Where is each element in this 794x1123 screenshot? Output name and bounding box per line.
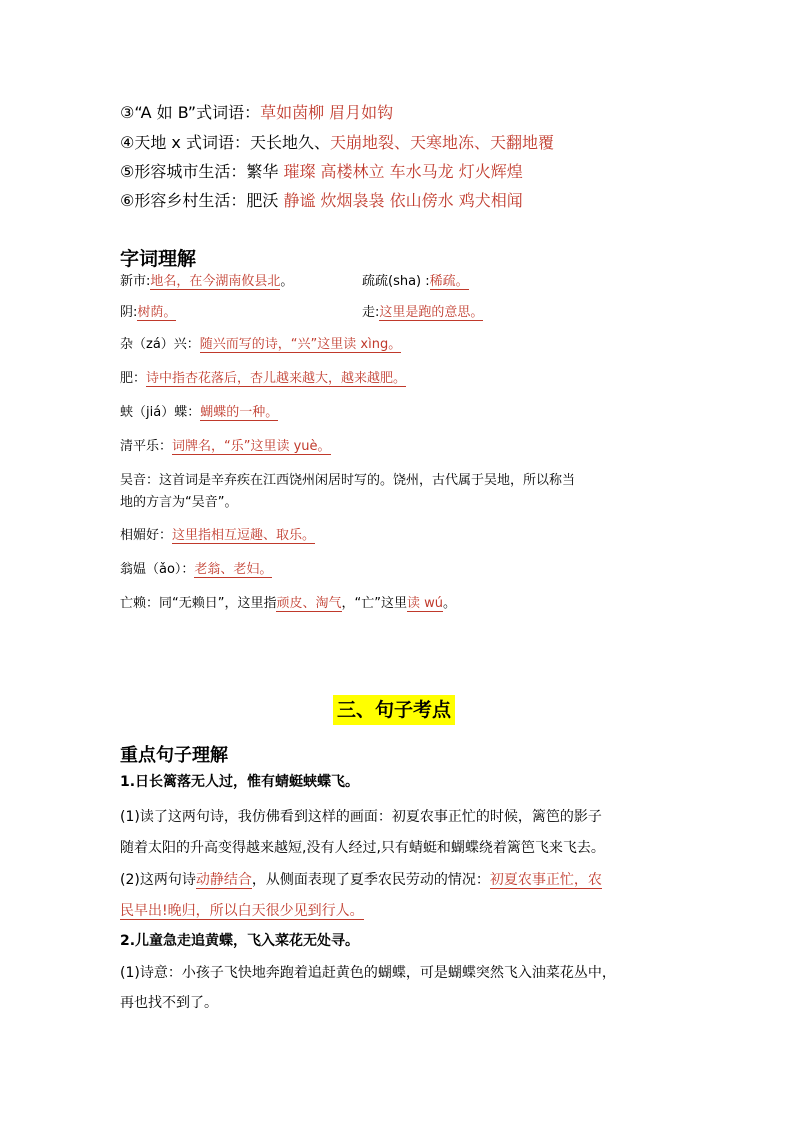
sentence-1-analysis-2-line2	[120, 901, 364, 921]
term-xinshi	[120, 273, 293, 291]
analysis-keyword: 初夏农事正忙，农	[489, 872, 602, 888]
term-definition: 词牌名，“乐”这里读 yuè。	[172, 439, 331, 454]
term-label: 蛱（jiá）蝶：	[120, 405, 201, 420]
vocab-plain: 天长地久、	[250, 133, 331, 152]
sentence-1-analysis-1-line2: 随着太阳的升高变得越来越短,没有人经过,只有蜻蜓和蝴蝶绕着篱笆飞来飞去。	[120, 840, 605, 856]
term-xiangmeihao	[120, 527, 315, 545]
sentence-1: 1.日长篱落无人过，惟有蜻蜓蛱蝶飞。	[120, 774, 360, 790]
term-label: 阴:	[120, 305, 138, 320]
term-end: 。	[280, 274, 294, 289]
term-fei	[120, 370, 406, 388]
term-label: 新市:	[120, 274, 151, 289]
vocab-label: ⑤形容城市生活：	[120, 162, 247, 181]
term-label: 肥：	[120, 371, 147, 386]
sentence-2: 2.儿童急走追黄蝶，飞入菜花无处寻。	[120, 933, 360, 949]
term-definition: 地名，在今湖南攸县北	[150, 274, 281, 289]
term-wuyin-line1: 吴音：这首词是辛弃疾在江西饶州闲居时写的。饶州，古代属于吴地，所以称当	[120, 473, 576, 488]
term-definition: 树荫。	[137, 305, 177, 320]
term-yin	[120, 304, 176, 322]
term-label: 走:	[362, 305, 380, 320]
vocab-plain: 肥沃	[246, 191, 284, 210]
term-definition: 顽皮、淘气	[276, 596, 342, 611]
term-label: 翁媪（ǎo）：	[120, 562, 195, 577]
sentence-2-analysis-1-line1: (1)诗意：小孩子飞快地奔跑着追赶黄色的蝴蝶，可是蝴蝶突然飞入油菜花丛中，	[120, 965, 616, 981]
term-definition: 随兴而写的诗，“兴”这里读 xìng。	[199, 337, 402, 352]
term-text: 亡赖：同“无赖日”，这里指	[120, 596, 277, 611]
vocab-words: 静谧 炊烟袅袅 依山傍水 鸡犬相闻	[283, 191, 523, 210]
vocab-label: ⑥形容乡村生活：	[120, 191, 247, 210]
vocab-line-3	[120, 102, 393, 124]
sentence-1-analysis-2-line1	[120, 870, 602, 890]
vocab-words: 草如茵柳 眉月如钩	[260, 103, 394, 122]
vocab-words: 天崩地裂、天寒地冻、天翻地覆	[330, 133, 555, 152]
term-jiadie	[120, 404, 278, 422]
vocab-line-5	[120, 161, 523, 183]
term-wuyin-line2: 地的方言为“吴音”。	[120, 495, 238, 510]
section-subheading: 重点句子理解	[120, 745, 228, 766]
term-text: ，“亡”这里	[341, 596, 407, 611]
term-definition: 诗中指杏花落后，杏儿越来越大，越来越肥。	[146, 371, 407, 386]
term-definition: 老翁、老妇。	[194, 562, 273, 577]
vocab-label: ③“A 如 B”式词语：	[120, 103, 261, 122]
section-banner: 三、句子考点	[333, 695, 455, 725]
term-shushu	[362, 273, 469, 291]
analysis-keyword: 动静结合	[195, 872, 252, 888]
vocab-plain: 繁华	[246, 162, 284, 181]
sentence-2-analysis-1-line2: 再也找不到了。	[120, 995, 218, 1011]
vocab-line-4	[120, 132, 554, 154]
term-qingpingle	[120, 438, 331, 456]
term-definition: 这里指相互逗趣、取乐。	[172, 528, 316, 543]
analysis-text: (2)这两句诗	[120, 872, 196, 888]
term-definition: 读 wú	[406, 596, 443, 611]
term-label: 清平乐：	[120, 439, 173, 454]
term-definition: 蝴蝶的一种。	[200, 405, 279, 420]
term-label: 疏疏(sha) :	[362, 274, 430, 289]
vocab-words: 璀璨 高楼林立 车水马龙 灯火辉煌	[283, 162, 523, 181]
ciyu-heading: 字词理解	[120, 248, 197, 270]
analysis-text: ，从侧面表现了夏季农民劳动的情况：	[251, 872, 490, 888]
term-definition: 这里是跑的意思。	[379, 305, 484, 320]
term-definition: 稀疏。	[429, 274, 469, 289]
sentence-1-analysis-1-line1: (1)读了这两句诗，我仿佛看到这样的画面：初夏农事正忙的时候，篱笆的影子	[120, 809, 602, 825]
term-wanglai	[120, 595, 456, 613]
term-wengao	[120, 561, 272, 579]
vocab-label: ④天地 x 式词语：	[120, 133, 250, 152]
term-label: 相媚好：	[120, 528, 173, 543]
analysis-keyword: 民早出!晚归，所以白天很少见到行人。	[120, 903, 364, 919]
term-zaxing	[120, 336, 401, 354]
term-text: 。	[443, 596, 457, 611]
term-label: 杂（zá）兴：	[120, 337, 200, 352]
vocab-line-6	[120, 190, 523, 212]
term-zou	[362, 304, 483, 322]
